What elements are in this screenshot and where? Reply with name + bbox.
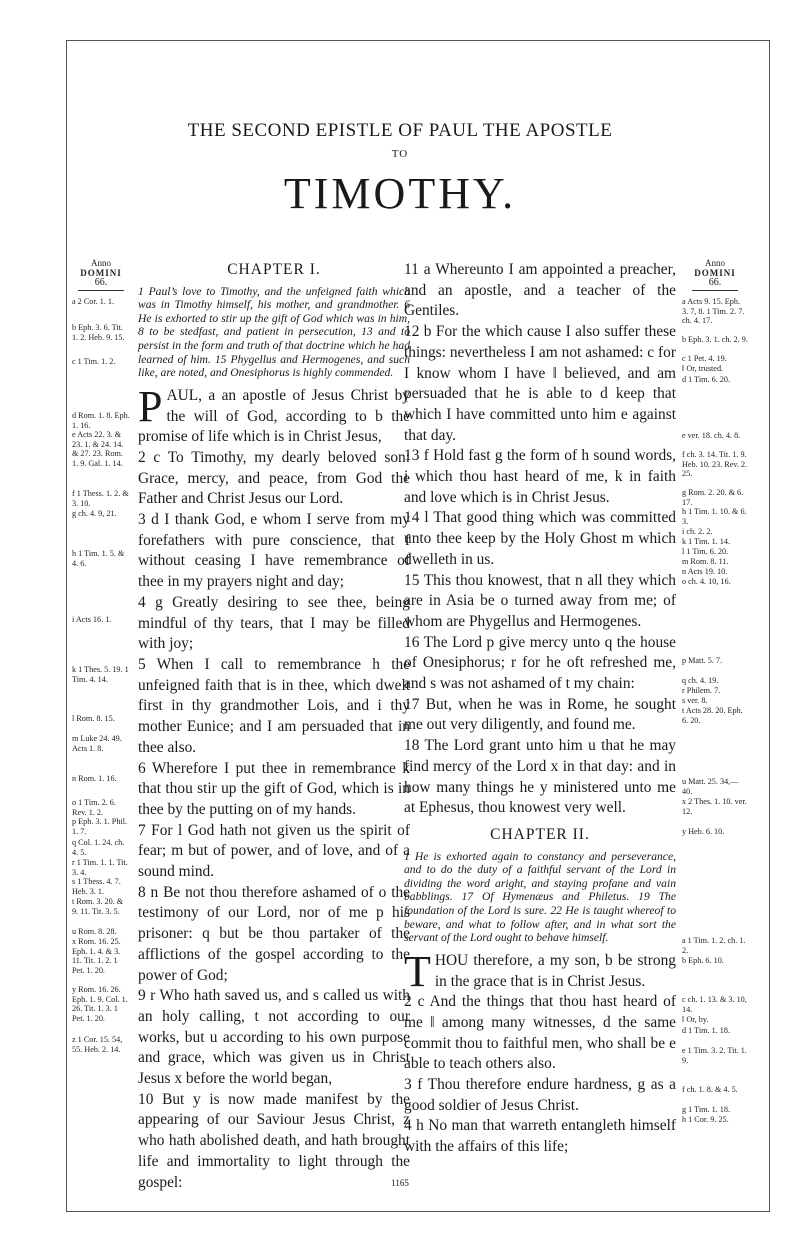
margin-reference: b Eph. 3. 1. ch. 2. 9. <box>682 335 748 344</box>
margin-reference: y Heb. 6. 10. <box>682 827 725 836</box>
margin-reference: y Rom. 16. 26. Eph. 1. 9. Col. 1. 26. Tit. 1. 3. 1 Pet. 1. 20. <box>72 985 128 1023</box>
verse-text: HOU therefore, a my son, b be strong in the grace that is in Christ Jesus. <box>434 951 676 990</box>
margin-reference: i Acts 16. 1. <box>72 615 112 624</box>
verse-1-18: 18 The Lord grant unto him u that he may find mercy of the Lord x in that day: and in how many things he y ministered unto me at Ephesus, thou knowest very well. <box>404 737 676 817</box>
margin-reference: o 1 Tim. 2. 6. Rev. 1. 2. <box>72 798 116 817</box>
text-column-right <box>404 260 676 1158</box>
verse-1-4: 4 g Greatly desiring to see thee, being mindful of thy tears, that I may be filled with joy; <box>138 593 410 653</box>
margin-reference: m Luke 24. 49. Acts 1. 8. <box>72 734 122 753</box>
verse-2-3: 3 f Thou therefore endure hardness, g as a good soldier of Jesus Christ. <box>404 1076 676 1114</box>
margin-reference: m Rom. 8. 11. <box>682 557 729 566</box>
margin-reference: f ch. 3. 14. Tit. 1. 9. Heb. 10. 23. Rev. 2. 25. <box>682 450 748 479</box>
margin-reference: c 1 Pet. 4. 19. <box>682 354 727 363</box>
margin-reference: t Acts 28. 20. Eph. 6. 20. <box>682 706 743 725</box>
margin-reference: f 1 Thess. 1. 2. & 3. 10. <box>72 489 129 508</box>
chapter-1-summary: 1 Paul’s love to Timothy, and the unfeigned faith which was in Timothy himself, his mother, and grandmother. 6 He is exhorted to stir up the gift of God which was in him, 8 to be stedfast, and patient in persecution, 13 and to persist in the form and truth of that doctrine which he had learned of him. 15 Phygellus and Hermogenes, and such like, are noted, and Onesiphorus is highly commended. <box>138 284 410 380</box>
margin-reference: n Rom. 1. 16. <box>72 774 117 783</box>
margin-reference: s 1 Thess. 4. 7. Heb. 3. 1. <box>72 877 121 896</box>
margin-reference: k 1 Tim. 1. 14. <box>682 537 731 546</box>
book-title: TIMOTHY. <box>283 169 517 218</box>
verse-1-14: 14 l That good thing which was committed unto thee keep by the Holy Ghost m which dwelleth in us. <box>404 509 676 568</box>
verse-1-3: 3 d I thank God, e whom I serve from my forefathers with pure conscience, that f without ceasing I have remembrance of thee in my prayers night and day; <box>138 511 410 591</box>
margin-reference: q Col. 1. 24. ch. 4. 5. <box>72 838 125 857</box>
verse-1-11: 11 a Whereunto I am appointed a preacher, and an apostle, and a teacher of the Gentiles. <box>404 261 676 320</box>
verse-1-9: 9 r Who hath saved us, and s called us with an holy calling, t not according to our works, but u according to his own purpose and grace, which was given us in Christ Jesus x before the world began, <box>138 987 410 1088</box>
margin-reference: c 1 Tim. 1. 2. <box>72 357 116 366</box>
margin-reference: x 2 Thes. 1. 10. ver. 12. <box>682 797 747 816</box>
verse-1-6: 6 Wherefore I put thee in remembrance k that thou stir up the gift of God, which is in thee by the putting on of my hands. <box>138 759 410 818</box>
page-number: 1165 <box>391 1178 409 1188</box>
margin-reference: b Eph. 6. 10. <box>682 956 724 965</box>
margin-reference: u Matt. 25. 34,—40. <box>682 777 739 796</box>
verse-1-17: 17 But, when he was in Rome, he sought me out very diligently, and found me. <box>404 695 676 734</box>
margin-reference: s ver. 8. <box>682 696 708 705</box>
running-head: THE SECOND EPISTLE OF PAUL THE APOSTLE <box>187 120 613 141</box>
verse-text: AUL, a an apostle of Jesus Christ by the will of God, according to b the promise of life which is in Christ Jesus, <box>138 386 410 446</box>
margin-reference: ‖ Or, trusted. <box>682 364 724 373</box>
margin-reference: p Matt. 5. 7. <box>682 656 723 665</box>
anno-word: Anno <box>91 258 111 268</box>
margin-reference: c ch. 1. 13. & 3. 10, 14. <box>682 995 747 1014</box>
chapter-2-heading: CHAPTER II. <box>490 825 590 843</box>
anno-year: 66. <box>94 277 108 288</box>
verse-2-4: 4 h No man that warreth entangleth himself with the affairs of this life; <box>404 1117 676 1156</box>
verse-1-5: 5 When I call to remembrance h the unfeigned faith that is in thee, which dwelt first in thy grandmother Lois, and i thy mother Eunice; and I am persuaded that in thee also. <box>138 656 410 756</box>
anno-domini: DOMINI <box>80 268 122 278</box>
chapter-2-summary: 1 He is exhorted again to constancy and perseverance, and to do the duty of a faithful servant of the Lord in dividing the word aright, and staying profane and vain babblings. 17 Of Hymenæus and Philetus. 19 The foundation of the Lord is sure. 22 He is taught whereof to beware, and what to follow after, and in what sort the servant of the Lord ought to behave himself. <box>404 849 676 945</box>
margin-reference: h 1 Tim. 1. 10. & 6. 3. <box>682 507 747 526</box>
margin-reference: e Acts 22. 3. & 23. 1. & 24. 14. & 27. 23. Rom. 1. 9. Gal. 1. 14. <box>72 430 124 468</box>
margin-reference: b Eph. 3. 6. Tit. 1. 2. Heb. 9. 15. <box>72 323 125 342</box>
right-margin-references <box>682 258 748 1124</box>
verse-1-15: 15 This thou knowest, that n all they which are in Asia be o turned away from me; of whom are Phygellus and Hermogenes. <box>404 571 676 630</box>
anno-rule <box>78 290 124 291</box>
margin-reference: r 1 Tim. 1. 1. Tit. 3. 4. <box>72 858 128 877</box>
anno-domini-right <box>682 258 748 291</box>
margin-reference: d 1 Tim. 6. 20. <box>682 375 731 384</box>
margin-reference: l Rom. 8. 15. <box>72 714 115 723</box>
verse-1-1 <box>138 381 410 448</box>
verse-1-2: 2 c To Timothy, my dearly beloved son: Grace, mercy, and peace, from God the Father and Christ Jesus our Lord. <box>138 448 410 508</box>
chapter-1-heading: CHAPTER I. <box>227 261 321 278</box>
margin-reference: x Rom. 16. 25. Eph. 1. 4. & 3. 11. Tit. 1. 2. 1 Pet. 1. 20. <box>72 937 121 975</box>
verse-1-10: 10 But y is now made manifest by the appearing of our Saviour Jesus Christ, z who hath abolished death, and hath brought life and immortality to light through the gospel: <box>138 1090 410 1191</box>
margin-reference: r Philem. 7. <box>682 686 721 695</box>
anno-rule <box>692 290 738 291</box>
drop-cap: P <box>138 381 163 431</box>
anno-word: Anno <box>705 258 725 268</box>
verse-1-13: 13 f Hold fast g the form of h sound words, i which thou hast heard of me, k in faith and love which is in Christ Jesus. <box>404 447 676 506</box>
anno-domini: DOMINI <box>694 268 736 278</box>
margin-reference: q ch. 4. 19. <box>682 676 719 685</box>
margin-reference: e ver. 18. ch. 4. 8. <box>682 431 741 440</box>
margin-reference: o ch. 4. 10, 16. <box>682 577 731 586</box>
anno-year: 66. <box>708 277 722 288</box>
margin-reference: a 2 Cor. 1. 1. <box>72 297 115 306</box>
margin-reference: g 1 Tim. 1. 18. <box>682 1105 731 1114</box>
verse-1-16: 16 The Lord p give mercy unto q the house of Onesiphorus; r for he oft refreshed me, and s was not ashamed of t my chain: <box>404 633 676 693</box>
verse-1-7: 7 For l God hath not given us the spirit of fear; m but of power, and of love, and of a sound mind. <box>138 821 410 881</box>
left-margin-references <box>72 258 130 1054</box>
margin-reference: f ch. 1. 8. & 4. 5. <box>682 1085 738 1094</box>
margin-reference: ‖ Or, by. <box>682 1015 709 1024</box>
margin-reference: n Acts 19. 10. <box>682 567 728 576</box>
margin-reference: i ch. 2. 2. <box>682 527 713 536</box>
margin-reference: k 1 Thes. 5. 19. 1 Tim. 4. 14. <box>72 665 129 684</box>
margin-reference: l 1 Tim. 6. 20. <box>682 547 729 556</box>
margin-reference: t Rom. 3. 20. & 9. 11. Tit. 3. 5. <box>72 897 124 916</box>
anno-domini-left <box>72 258 130 291</box>
margin-reference: u Rom. 8. 28. <box>72 927 117 936</box>
margin-reference: g Rom. 2. 20. & 6. 17. <box>682 488 744 507</box>
margin-reference: z 1 Cor. 15. 54, 55. Heb. 2. 14. <box>72 1035 123 1054</box>
margin-reference: a 1 Tim. 1. 2. ch. 1. 2. <box>682 936 746 955</box>
drop-cap: T <box>404 946 431 996</box>
margin-reference: h 1 Cor. 9. 25. <box>682 1115 729 1124</box>
margin-reference: e 1 Tim. 3. 2. Tit. 1. 9. <box>682 1046 747 1065</box>
verse-1-12: 12 b For the which cause I also suffer these things: nevertheless I am not ashamed: c for I know whom I have ‖ believed, and am persuaded that he is able to d keep that which I have committed unto him e against that day. <box>404 323 676 444</box>
margin-reference: g ch. 4. 9, 21. <box>72 509 117 518</box>
head-to: TO <box>391 148 409 160</box>
verse-2-2: 2 c And the things that thou hast heard of me ‖ among many witnesses, d the same commit thou to faithful men, who shall be e able to teach others also. <box>404 993 676 1073</box>
text-column-left <box>138 260 410 1193</box>
margin-reference: d 1 Tim. 1. 18. <box>682 1026 731 1035</box>
verse-2-1 <box>404 946 676 996</box>
margin-reference: a Acts 9. 15. Eph. 3. 7, 8. 1 Tim. 2. 7. ch. 4. 17. <box>682 297 745 326</box>
margin-reference: h 1 Tim. 1. 5. & 4. 6. <box>72 549 125 568</box>
margin-reference: d Rom. 1. 8. Eph. 1. 16. <box>72 411 130 430</box>
verse-1-8: 8 n Be not thou therefore ashamed of o the testimony of our Lord, nor of me p his prisoner: q but be thou partaker of the afflictions of the gospel according to the power of God; <box>138 883 410 984</box>
margin-reference: p Eph. 3. 1. Phil. 1. 7. <box>72 817 128 836</box>
